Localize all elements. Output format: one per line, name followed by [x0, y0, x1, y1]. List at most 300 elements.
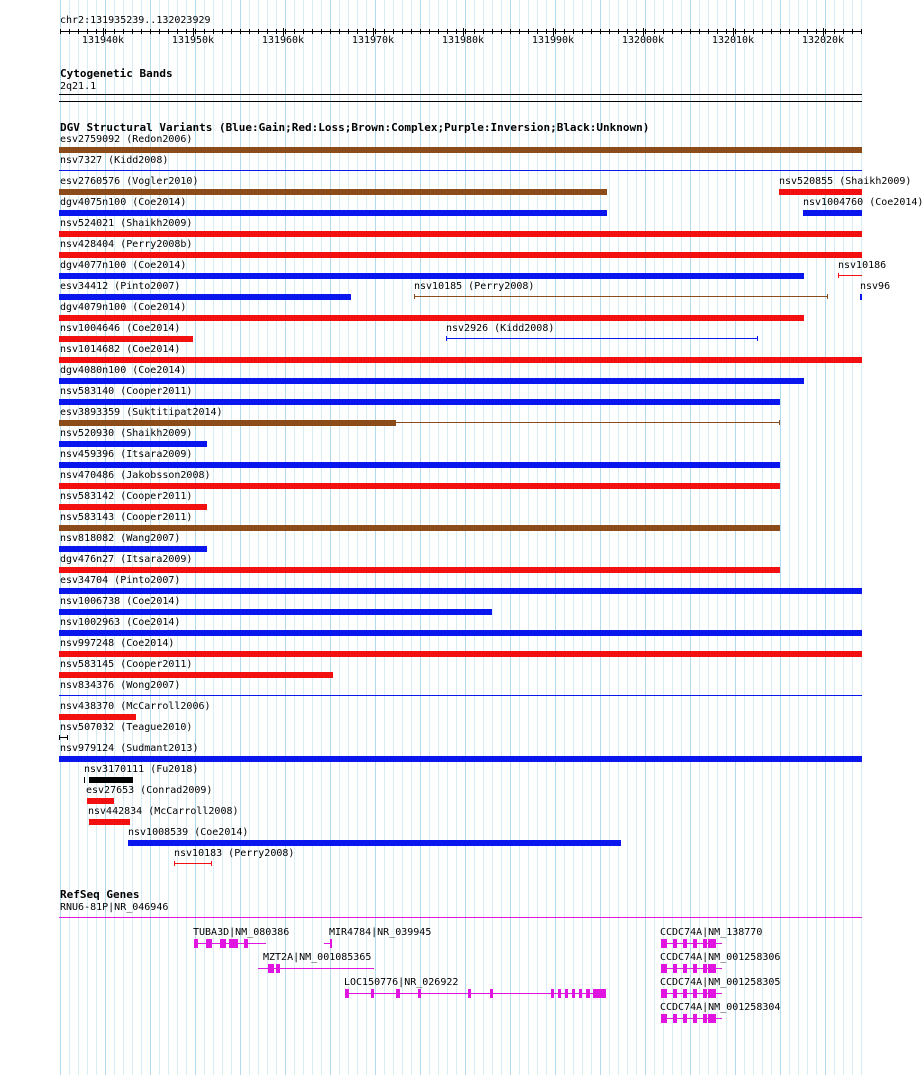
grid-line	[609, 0, 610, 1075]
ruler-minor-tick	[267, 29, 268, 34]
sv-feature-cap	[67, 735, 68, 740]
ruler-minor-tick	[789, 29, 790, 34]
grid-line	[510, 0, 511, 1075]
sv-feature-bar[interactable]	[446, 338, 758, 339]
grid-line	[852, 0, 853, 1075]
sv-feature-label[interactable]: nsv583143 (Cooper2011)	[60, 512, 193, 523]
sv-feature-label[interactable]: nsv428404 (Perry2008b)	[60, 239, 193, 250]
grid-line	[411, 0, 412, 1075]
sv-feature-cap	[211, 861, 212, 866]
ruler-minor-tick	[726, 29, 727, 34]
grid-line	[402, 0, 403, 1075]
sv-feature-bar[interactable]	[59, 525, 780, 531]
sv-feature-label[interactable]: dgv476n27 (Itsara2009)	[60, 554, 193, 565]
gene-exon[interactable]	[593, 989, 606, 998]
ruler-minor-tick	[69, 29, 70, 34]
grid-line	[717, 0, 718, 1075]
sv-feature-cap	[446, 336, 447, 341]
ruler-minor-tick	[258, 29, 259, 34]
ruler-minor-tick	[195, 29, 196, 34]
grid-line	[528, 0, 529, 1075]
gene-exon[interactable]	[220, 939, 226, 948]
gene-exon[interactable]	[693, 989, 697, 998]
grid-line	[285, 0, 286, 1075]
sv-feature-label[interactable]: nsv524021 (Shaikh2009)	[60, 218, 193, 229]
ruler-minor-tick	[681, 29, 682, 34]
gene-exon[interactable]	[396, 989, 400, 998]
sv-feature-label[interactable]: nsv583142 (Cooper2011)	[60, 491, 193, 502]
dgv-track-title[interactable]: DGV Structural Variants (Blue:Gain;Red:Loss;Brown:Complex;Purple:Inversion;Black:Unknown)	[60, 121, 650, 134]
ruler-minor-tick	[96, 29, 97, 34]
ruler-minor-tick	[132, 29, 133, 34]
gene-exon[interactable]	[673, 939, 677, 948]
ruler-minor-tick	[438, 29, 439, 34]
grid-line	[735, 0, 736, 1075]
grid-line	[294, 0, 295, 1075]
sv-feature-label[interactable]: dgv4077n100 (Coe2014)	[60, 260, 187, 271]
sv-feature-label[interactable]: nsv979124 (Sudmant2013)	[60, 743, 199, 754]
ruler-minor-tick	[222, 29, 223, 34]
grid-line	[501, 0, 502, 1075]
grid-line	[366, 0, 367, 1075]
ruler-location: chr2:131935239..132023929	[60, 15, 211, 26]
gene-label[interactable]: CCDC74A|NM_001258304	[660, 1002, 781, 1013]
ruler-tick-label: 132010k	[711, 35, 755, 46]
gene-label[interactable]: CCDC74A|NM_138770	[660, 927, 763, 938]
ruler-minor-tick	[375, 29, 376, 34]
sv-feature-bar[interactable]	[838, 275, 862, 276]
grid-line	[843, 0, 844, 1075]
sv-feature-bar[interactable]	[59, 546, 207, 552]
sv-feature-bar[interactable]	[59, 672, 333, 678]
ruler-minor-tick	[537, 29, 538, 34]
sv-feature-bar[interactable]	[59, 441, 207, 447]
grid-line	[483, 0, 484, 1075]
grid-line	[393, 0, 394, 1075]
grid-line	[690, 0, 691, 1075]
gene-exon[interactable]	[194, 939, 198, 948]
sv-feature-bar[interactable]	[59, 609, 492, 615]
ruler-minor-tick	[690, 29, 691, 34]
grid-line	[798, 0, 799, 1075]
grid-line	[600, 0, 601, 1075]
gene-exon[interactable]	[703, 989, 707, 998]
gene-exon[interactable]	[673, 1014, 677, 1023]
sv-feature-label[interactable]: nsv1014682 (Coe2014)	[60, 344, 181, 355]
gene-exon[interactable]	[371, 989, 374, 998]
grid-line	[456, 0, 457, 1075]
sv-feature-label[interactable]: nsv10185 (Perry2008)	[414, 281, 535, 292]
grid-line	[213, 0, 214, 1075]
gene-exon[interactable]	[683, 1014, 687, 1023]
ruler-minor-tick	[672, 29, 673, 34]
sv-feature-label[interactable]: esv27653 (Conrad2009)	[86, 785, 213, 796]
gene-exon[interactable]	[703, 1014, 707, 1023]
grid-line	[555, 0, 556, 1075]
ruler-minor-tick	[141, 29, 142, 34]
gene-exon[interactable]	[683, 964, 687, 973]
sv-feature-bar[interactable]	[59, 462, 780, 468]
ruler-minor-tick	[186, 29, 187, 34]
ruler-minor-tick	[780, 29, 781, 34]
sv-feature-bar[interactable]	[128, 840, 621, 846]
ruler-minor-tick	[843, 29, 844, 34]
ruler-minor-tick	[159, 29, 160, 34]
gene-exon[interactable]	[206, 939, 212, 948]
sv-feature-label[interactable]: nsv583145 (Cooper2011)	[60, 659, 193, 670]
grid-line	[726, 0, 727, 1075]
grid-line	[384, 0, 385, 1075]
sv-feature-label[interactable]: nsv834376 (Wong2007)	[60, 680, 181, 691]
ruler-minor-tick	[573, 29, 574, 34]
ruler-minor-tick	[321, 29, 322, 34]
grid-line	[438, 0, 439, 1075]
ruler-minor-tick	[276, 29, 277, 34]
grid-line	[744, 0, 745, 1075]
sv-feature-label[interactable]: nsv520855 (Shaikh2009)	[779, 176, 912, 187]
sv-feature-bar[interactable]	[59, 695, 862, 696]
ruler-minor-tick	[708, 29, 709, 34]
sv-feature-bar[interactable]	[89, 819, 130, 825]
grid-line	[420, 0, 421, 1075]
gene-label[interactable]: CCDC74A|NM_001258305	[660, 977, 781, 988]
gene-exon[interactable]	[693, 964, 697, 973]
sv-feature-bar-thin[interactable]	[396, 422, 780, 423]
ruler-minor-tick	[303, 29, 304, 34]
grid-line	[249, 0, 250, 1075]
grid-line	[834, 0, 835, 1075]
ruler-tick-label: 131940k	[81, 35, 125, 46]
sv-feature-label[interactable]: nsv10183 (Perry2008)	[174, 848, 295, 859]
grid-line	[375, 0, 376, 1075]
ruler-minor-tick	[294, 29, 295, 34]
sv-feature-label[interactable]: esv3893359 (Suktitipat2014)	[60, 407, 223, 418]
ruler-minor-tick	[240, 29, 241, 34]
sv-feature-bar[interactable]	[59, 483, 780, 489]
gene-label[interactable]: MZT2A|NM_001085365	[263, 952, 372, 963]
grid-line	[645, 0, 646, 1075]
ruler-minor-tick	[384, 29, 385, 34]
grid-line	[321, 0, 322, 1075]
ruler-minor-tick	[618, 29, 619, 34]
gene-label[interactable]: MIR4784|NR_039945	[329, 927, 432, 938]
sv-feature-bar[interactable]	[59, 170, 862, 171]
ruler-minor-tick	[411, 29, 412, 34]
grid-line	[276, 0, 277, 1075]
grid-line	[753, 0, 754, 1075]
ruler-minor-tick	[312, 29, 313, 34]
grid-line	[663, 0, 664, 1075]
sv-feature-bar[interactable]	[59, 231, 862, 237]
ruler-minor-tick	[771, 29, 772, 34]
sv-feature-bar[interactable]	[59, 147, 862, 153]
gene-exon[interactable]	[268, 964, 274, 973]
grid-line	[231, 0, 232, 1075]
ruler-minor-tick	[465, 29, 466, 34]
grid-line	[654, 0, 655, 1075]
ruler-minor-tick	[87, 29, 88, 34]
gene-exon[interactable]	[244, 939, 248, 948]
ruler-tick-label: 131970k	[351, 35, 395, 46]
sv-feature-label[interactable]: nsv1004760 (Coe2014)	[803, 197, 923, 208]
sv-feature-label[interactable]: dgv4075n100 (Coe2014)	[60, 197, 187, 208]
ruler-minor-tick	[699, 29, 700, 34]
sv-feature-bar[interactable]	[59, 357, 862, 363]
sv-feature-bar[interactable]	[779, 189, 862, 195]
grid-line	[636, 0, 637, 1075]
ruler-minor-tick	[798, 29, 799, 34]
sv-feature-label[interactable]: nsv1008539 (Coe2014)	[128, 827, 249, 838]
sv-feature-label[interactable]: esv34412 (Pinto2007)	[60, 281, 181, 292]
ruler-minor-tick	[636, 29, 637, 34]
sv-feature-label[interactable]: nsv520930 (Shaikh2009)	[60, 428, 193, 439]
ruler-minor-tick	[447, 29, 448, 34]
gene-exon[interactable]	[708, 1014, 716, 1023]
ruler-minor-tick	[78, 29, 79, 34]
grid-line	[681, 0, 682, 1075]
cytoband-label[interactable]: 2q21.1	[60, 81, 97, 92]
ruler-minor-tick	[645, 29, 646, 34]
sv-feature-label[interactable]: nsv438370 (McCarroll2006)	[60, 701, 211, 712]
ruler-minor-tick	[150, 29, 151, 34]
ruler-minor-tick	[663, 29, 664, 34]
sv-feature-cap	[827, 294, 828, 299]
ruler-minor-tick	[762, 29, 763, 34]
sv-feature-bar[interactable]	[59, 630, 862, 636]
ruler-minor-tick	[744, 29, 745, 34]
ruler-minor-tick	[357, 29, 358, 34]
grid-line	[618, 0, 619, 1075]
grid-line	[429, 0, 430, 1075]
gene-exon[interactable]	[673, 964, 677, 973]
sv-feature-cap	[414, 294, 415, 299]
sv-feature-bar[interactable]	[59, 273, 804, 279]
ruler-minor-tick	[348, 29, 349, 34]
ruler-minor-tick	[582, 29, 583, 34]
ruler-minor-tick	[735, 29, 736, 34]
sv-feature-cap	[174, 861, 175, 866]
grid-line	[240, 0, 241, 1075]
ruler-minor-tick	[420, 29, 421, 34]
gene-exon[interactable]	[693, 1014, 697, 1023]
gene-exon[interactable]	[703, 964, 707, 973]
sv-feature-cap	[779, 420, 780, 425]
sv-feature-bar[interactable]	[59, 504, 207, 510]
gene-exon[interactable]	[345, 989, 349, 998]
ruler-minor-tick	[519, 29, 520, 34]
sv-feature-bar[interactable]	[59, 294, 351, 300]
sv-feature-bar[interactable]	[89, 777, 133, 783]
gene-exon[interactable]	[661, 964, 667, 973]
sv-feature-bar[interactable]	[59, 336, 193, 342]
grid-line	[186, 0, 187, 1075]
ruler-axis	[60, 31, 862, 32]
sv-feature-bar[interactable]	[59, 378, 804, 384]
sv-feature-bar[interactable]	[59, 651, 862, 657]
grid-line	[861, 0, 862, 1075]
ruler-minor-tick	[456, 29, 457, 34]
sv-feature-label[interactable]: nsv470486 (Jakobsson2008)	[60, 470, 211, 481]
ruler-minor-tick	[474, 29, 475, 34]
gene-exon[interactable]	[661, 939, 667, 948]
sv-feature-bar[interactable]	[87, 798, 114, 804]
grid-line	[708, 0, 709, 1075]
gene-exon[interactable]	[229, 939, 238, 948]
sv-feature-label[interactable]: esv2759092 (Redon2006)	[60, 134, 193, 145]
gene-exon[interactable]	[683, 989, 687, 998]
ruler-minor-tick	[627, 29, 628, 34]
sv-feature-label[interactable]: nsv3170111 (Fu2018)	[84, 764, 199, 775]
gene-exon[interactable]	[703, 939, 707, 948]
sv-feature-label[interactable]: esv2760576 (Vogler2010)	[60, 176, 199, 187]
sv-feature-bar[interactable]	[59, 714, 136, 720]
ruler-minor-tick	[330, 29, 331, 34]
sv-feature-label[interactable]: nsv1004646 (Coe2014)	[60, 323, 181, 334]
ruler-minor-tick	[123, 29, 124, 34]
sv-feature-bar[interactable]	[59, 756, 862, 762]
sv-feature-cap	[757, 336, 758, 341]
gene-exon[interactable]	[572, 989, 575, 998]
grid-line	[267, 0, 268, 1075]
grid-line	[447, 0, 448, 1075]
sv-feature-bar[interactable]	[59, 252, 862, 258]
gene-label[interactable]: CCDC74A|NM_001258306	[660, 952, 781, 963]
gene-exon[interactable]	[708, 964, 716, 973]
ruler-minor-tick	[609, 29, 610, 34]
gene-exon[interactable]	[551, 989, 554, 998]
gene-exon[interactable]	[683, 939, 687, 948]
sv-feature-bar[interactable]	[59, 210, 607, 216]
gene-exon[interactable]	[586, 989, 590, 998]
grid-line	[672, 0, 673, 1075]
grid-line	[303, 0, 304, 1075]
gene-intron-line[interactable]	[59, 917, 862, 918]
ruler-tick-label: 131960k	[261, 35, 305, 46]
grid-line	[258, 0, 259, 1075]
sv-feature-bar[interactable]	[59, 567, 780, 573]
sv-feature-label[interactable]: nsv997248 (Coe2014)	[60, 638, 175, 649]
sv-feature-label[interactable]: nsv10186	[838, 260, 887, 271]
ruler-minor-tick	[483, 29, 484, 34]
ruler-minor-tick	[528, 29, 529, 34]
ruler-minor-tick	[852, 29, 853, 34]
ruler-minor-tick	[366, 29, 367, 34]
sv-feature-bar[interactable]	[59, 420, 396, 426]
gene-exon[interactable]	[673, 989, 677, 998]
gene-label[interactable]: TUBA3D|NM_080386	[193, 927, 290, 938]
ruler-minor-tick	[546, 29, 547, 34]
grid-line	[357, 0, 358, 1075]
grid-line	[519, 0, 520, 1075]
gene-exon[interactable]	[708, 939, 716, 948]
ruler-minor-tick	[429, 29, 430, 34]
grid-line	[492, 0, 493, 1075]
sv-feature-label[interactable]: dgv4079n100 (Coe2014)	[60, 302, 187, 313]
ruler-minor-tick	[249, 29, 250, 34]
ruler-tick-label: 132000k	[621, 35, 665, 46]
ruler-minor-tick	[114, 29, 115, 34]
grid-line	[573, 0, 574, 1075]
gene-label[interactable]: RNU6-81P|NR_046946	[60, 902, 169, 913]
ruler-minor-tick	[600, 29, 601, 34]
sv-feature-label[interactable]: nsv507032 (Teague2010)	[60, 722, 193, 733]
ruler-minor-tick	[654, 29, 655, 34]
refseq-track-title[interactable]: RefSeq Genes	[60, 888, 140, 901]
sv-feature-label[interactable]: nsv96	[860, 281, 891, 292]
ruler-minor-tick	[861, 29, 862, 34]
gene-exon[interactable]	[276, 964, 280, 973]
sv-feature-label[interactable]: nsv583140 (Cooper2011)	[60, 386, 193, 397]
sv-feature-bar[interactable]	[59, 189, 607, 195]
gene-exon[interactable]	[579, 989, 582, 998]
ruler-minor-tick	[807, 29, 808, 34]
grid-line	[537, 0, 538, 1075]
gene-exon[interactable]	[558, 989, 561, 998]
cytoband-track-title[interactable]: Cytogenetic Bands	[60, 67, 173, 80]
sv-feature-bar[interactable]	[860, 294, 862, 300]
ruler-minor-tick	[753, 29, 754, 34]
sv-feature-bar[interactable]	[803, 210, 862, 216]
ruler-minor-tick	[393, 29, 394, 34]
sv-feature-label[interactable]: nsv818082 (Wang2007)	[60, 533, 181, 544]
grid-line	[312, 0, 313, 1075]
sv-feature-bar[interactable]	[59, 315, 804, 321]
grid-line	[339, 0, 340, 1075]
gene-exon[interactable]	[418, 989, 421, 998]
grid-line	[771, 0, 772, 1075]
gene-exon[interactable]	[708, 989, 716, 998]
sv-feature-cap	[84, 777, 85, 783]
grid-line	[762, 0, 763, 1075]
ruler-minor-tick	[204, 29, 205, 34]
sv-feature-label[interactable]: nsv1002963 (Coe2014)	[60, 617, 181, 628]
sv-feature-bar[interactable]	[59, 399, 780, 405]
sv-feature-bar[interactable]	[59, 588, 862, 594]
sv-feature-cap	[59, 735, 60, 740]
ruler-minor-tick	[213, 29, 214, 34]
gene-exon[interactable]	[565, 989, 568, 998]
gene-exon[interactable]	[330, 939, 332, 948]
sv-feature-label[interactable]: nsv2926 (Kidd2008)	[446, 323, 555, 334]
grid-line	[348, 0, 349, 1075]
ruler-minor-tick	[60, 29, 61, 34]
ruler-tick-label: 132020k	[801, 35, 845, 46]
sv-feature-bar[interactable]	[414, 296, 828, 297]
grid-line	[582, 0, 583, 1075]
gene-exon[interactable]	[468, 989, 471, 998]
gene-exon[interactable]	[661, 1014, 667, 1023]
ruler-minor-tick	[339, 29, 340, 34]
sv-feature-label[interactable]: nsv459396 (Itsara2009)	[60, 449, 193, 460]
ruler-minor-tick	[717, 29, 718, 34]
ruler-minor-tick	[825, 29, 826, 34]
gene-exon[interactable]	[661, 989, 667, 998]
sv-feature-bar[interactable]	[174, 863, 212, 864]
sv-feature-label[interactable]: dgv4080n100 (Coe2014)	[60, 365, 187, 376]
grid-line	[825, 0, 826, 1075]
sv-feature-label[interactable]: nsv1006738 (Coe2014)	[60, 596, 181, 607]
ruler-minor-tick	[510, 29, 511, 34]
grid-line	[474, 0, 475, 1075]
cytoband-line-bottom	[59, 101, 862, 102]
gene-exon[interactable]	[490, 989, 493, 998]
ruler-tick-label: 131950k	[171, 35, 215, 46]
gene-label[interactable]: LOC150776|NR_026922	[344, 977, 459, 988]
gene-exon[interactable]	[693, 939, 697, 948]
sv-feature-label[interactable]: nsv7327 (Kidd2008)	[60, 155, 169, 166]
sv-feature-label[interactable]: nsv442834 (McCarroll2008)	[88, 806, 239, 817]
sv-feature-label[interactable]: esv34704 (Pinto2007)	[60, 575, 181, 586]
